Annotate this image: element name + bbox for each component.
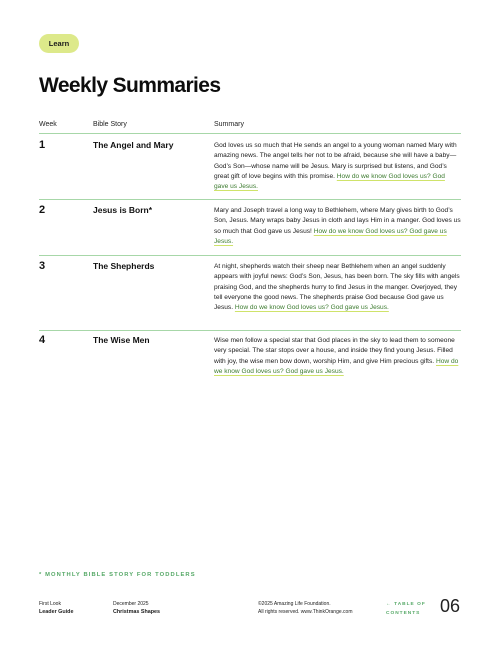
page-number: 06 bbox=[440, 596, 461, 616]
row-divider bbox=[39, 255, 461, 256]
header-divider bbox=[39, 133, 461, 134]
key-question: How do we know God loves us? God gave us Jesus. bbox=[214, 172, 445, 191]
story-title: Jesus is Born* bbox=[93, 205, 153, 215]
summary-text: At night, shepherds watch their sheep near Bethlehem when an angel suddenly appears with joyful news: God’s Son, Jesus, has been born. The sky fills with angels praising God, and the shepherds hurry to find Jesus in the manger. Overjoyed, they tell everyone the good news. The shepherds praise God because God gave us Jesus. How do we know God loves us? God gave us Jesus. bbox=[214, 263, 460, 312]
key-question: How do we know God loves us? God gave us Jesus. bbox=[214, 227, 447, 245]
column-header-bible-story: Bible Story bbox=[93, 121, 127, 128]
row-divider bbox=[39, 330, 461, 331]
week-number: 3 bbox=[39, 260, 46, 272]
row-divider bbox=[39, 199, 461, 200]
column-header-summary: Summary bbox=[214, 121, 244, 128]
footer-date: December 2025 Christmas Shapes bbox=[113, 601, 161, 615]
footer-brand: First Look Leader Guide bbox=[39, 601, 74, 615]
story-title: The Wise Men bbox=[93, 335, 150, 345]
week-number: 4 bbox=[39, 334, 46, 346]
table-of-contents-link[interactable]: ← TABLE OF CONTENTS bbox=[386, 602, 426, 616]
learn-badge: Learn bbox=[39, 34, 79, 53]
key-question: How do we know God loves us? God gave us Jesus. bbox=[214, 357, 459, 375]
key-question: How do we know God loves us? God gave us Jesus. bbox=[234, 304, 389, 312]
column-header-week: Week bbox=[39, 121, 57, 128]
story-title: The Shepherds bbox=[93, 261, 155, 271]
page-title: Weekly Summaries bbox=[39, 74, 221, 97]
story-title: The Angel and Mary bbox=[93, 140, 174, 150]
footnote: * MONTHLY BIBLE STORY FOR TODDLERS bbox=[39, 572, 196, 578]
summary-text: Wise men follow a special star that God places in the sky to lead them to someone very special. The star stops over a house, and inside they find young Jesus. Filled with joy, the wise men bow down, worship Him, and give Him precious gifts. How do we know God loves us? God gave us Jesus. bbox=[214, 337, 459, 375]
footer-copyright: ©2025 Amazing Life Foundation. All rights reserved. www.ThinkOrange.com bbox=[258, 601, 353, 615]
summary-text: God loves us so much that He sends an angel to a young woman named Mary with amazing news. The angel tells her not to be afraid, because she will have a baby—God’s Son—whose name will be Jesus. Mary is surprised but listens, and God’s great gift of love begins with this promise. How do we know God loves us? God gave us Jesus. bbox=[214, 142, 457, 191]
week-number: 2 bbox=[39, 204, 46, 216]
week-number: 1 bbox=[39, 139, 46, 151]
summary-text: Mary and Joseph travel a long way to Bethlehem, where Mary gives birth to God’s Son, Jesus. Mary wraps baby Jesus in cloth and lays Him in a manger. God loves us so much that God gave us Jesus! How do we know God loves us? God gave us Jesus. bbox=[214, 207, 461, 245]
